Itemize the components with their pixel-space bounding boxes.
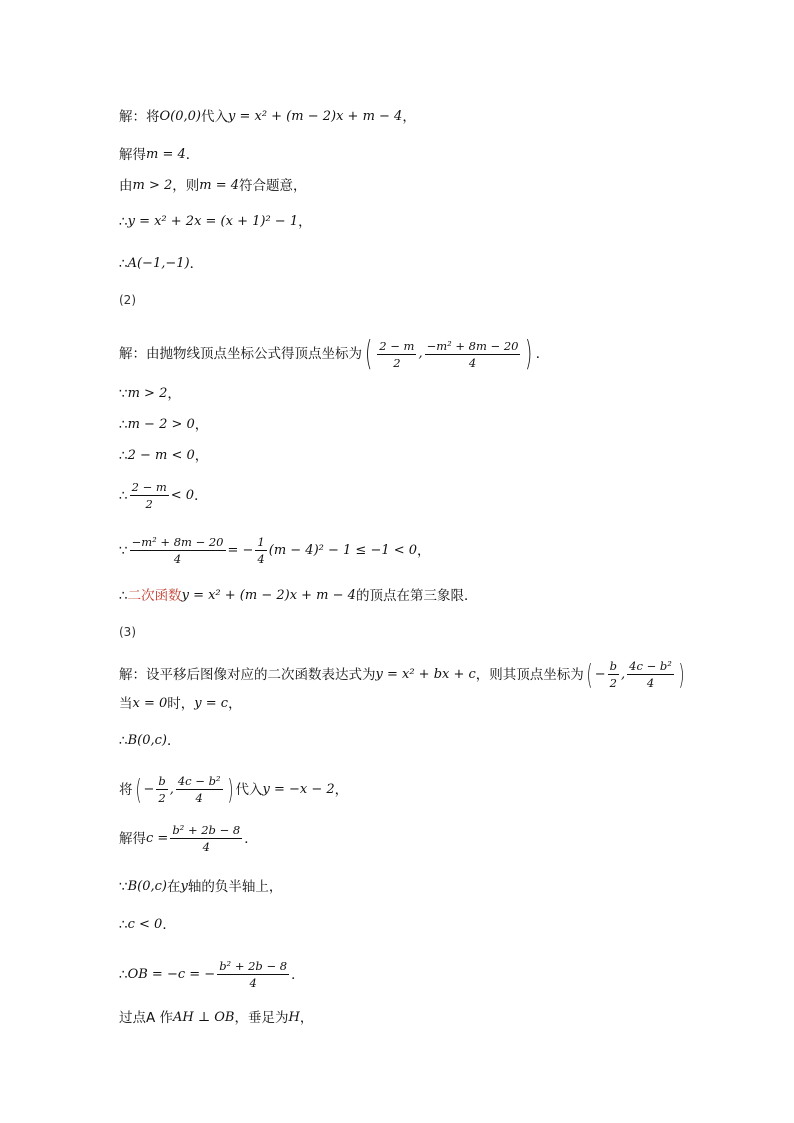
- math: y: [180, 879, 188, 894]
- therefore-symbol: ∴: [119, 966, 128, 983]
- text: ，: [402, 109, 416, 125]
- p2-line-2: [119, 384, 181, 404]
- part3-label: [119, 622, 136, 642]
- right-paren: ): [525, 334, 533, 374]
- numerator: 1: [257, 535, 265, 549]
- math: y = c: [194, 696, 229, 711]
- denominator: 4: [195, 791, 203, 805]
- math: = −: [227, 542, 254, 558]
- therefore-symbol: ∴: [119, 448, 128, 464]
- section-label: (3): [119, 625, 136, 639]
- left-paren: (: [586, 657, 593, 691]
- text: 将: [119, 781, 133, 798]
- numerator: b: [158, 774, 166, 788]
- math: A(−1,−1): [127, 256, 190, 271]
- denominator: 4: [646, 676, 655, 690]
- p1-line-1: [119, 107, 416, 127]
- numerator: −m² + 8m − 20: [131, 535, 224, 549]
- minus-sign: −: [143, 781, 155, 797]
- fraction: [425, 339, 521, 370]
- therefore-symbol: ∴: [119, 214, 128, 230]
- fraction: [217, 959, 289, 990]
- math: c < 0: [127, 917, 163, 932]
- p3-line-3: [119, 731, 180, 751]
- text: ．: [535, 346, 550, 362]
- denominator: 4: [249, 976, 257, 990]
- fraction: [255, 535, 266, 566]
- text: ，垂足为: [234, 1010, 289, 1026]
- numerator: b² + 2b − 8: [219, 959, 288, 973]
- text: 代入: [200, 109, 228, 125]
- text: ，: [299, 1010, 314, 1026]
- p1-line-4: [119, 212, 312, 232]
- p1-line-3: [119, 176, 307, 196]
- minus-sign: −: [594, 666, 606, 682]
- text: ，: [194, 448, 209, 464]
- text: ．: [291, 966, 305, 983]
- right-paren: ): [227, 772, 234, 806]
- text: ．: [162, 917, 176, 933]
- text: 符合题意，: [239, 178, 307, 194]
- math: y = x² + (m − 2)x + m − 4: [181, 588, 356, 603]
- math: AH ⊥ OB: [173, 1010, 235, 1025]
- denominator: 2: [145, 497, 153, 511]
- fraction: [627, 659, 674, 690]
- denominator: 4: [173, 552, 182, 566]
- left-paren: (: [134, 772, 141, 806]
- because-symbol: ∵: [119, 386, 128, 402]
- p2-line-3: [119, 415, 208, 435]
- text: ．: [185, 147, 200, 163]
- fraction: [170, 823, 242, 854]
- math: O(0,0): [159, 109, 201, 124]
- p3-line-7: [119, 915, 176, 935]
- numerator: −m² + 8m − 20: [426, 338, 519, 353]
- text: ．: [189, 256, 204, 272]
- numerator: 2 − m: [131, 480, 167, 494]
- text: 由: [119, 178, 133, 194]
- text: 时，: [167, 696, 195, 712]
- denominator: 4: [257, 552, 265, 566]
- p3-line-2: [119, 694, 242, 714]
- denominator: 4: [202, 840, 210, 854]
- therefore-symbol: ∴: [119, 256, 128, 272]
- denominator: 2: [393, 355, 401, 370]
- p2-line-6: [119, 535, 431, 566]
- math: c =: [146, 830, 169, 846]
- fraction: [176, 774, 223, 805]
- text: ，: [417, 542, 431, 559]
- math: (m − 4)² − 1 ≤ −1 < 0: [268, 542, 418, 558]
- right-paren: ): [678, 657, 685, 691]
- fraction: [608, 659, 619, 690]
- p3-line-6: [119, 877, 282, 897]
- numerator: b² + 2b − 8: [172, 823, 241, 837]
- therefore-symbol: ∴: [119, 487, 128, 504]
- therefore-symbol: ∴: [119, 417, 128, 433]
- denominator: 2: [158, 791, 166, 805]
- p3-line-5: [119, 823, 258, 854]
- p2-line-4: [119, 446, 208, 466]
- math: m = 4: [146, 147, 186, 162]
- therefore-symbol: ∴: [119, 733, 128, 749]
- math: y = x² + 2x = (x + 1)² − 1: [127, 214, 299, 229]
- comma: ,: [169, 781, 174, 797]
- text: 解得: [119, 830, 146, 847]
- p1-line-5: [119, 254, 203, 274]
- text: ．: [244, 830, 258, 847]
- section-label: (2): [119, 293, 136, 307]
- text: ，: [334, 781, 349, 798]
- p3-line-9: [119, 1008, 313, 1028]
- numerator: 2 − m: [379, 338, 415, 353]
- fraction: [130, 480, 169, 511]
- math: m > 2: [127, 386, 168, 401]
- text: 代入: [235, 781, 263, 798]
- part2-label: [119, 290, 136, 310]
- math: m > 2: [132, 178, 173, 193]
- text: 解得: [119, 147, 146, 163]
- text: ，: [194, 417, 209, 433]
- p2-line-1: [119, 334, 550, 374]
- math: 2 − m < 0: [127, 448, 195, 463]
- text: 的顶点在第三象限．: [355, 588, 478, 604]
- numerator: 4c − b²: [177, 774, 221, 788]
- text: 当: [119, 696, 133, 712]
- fraction: [130, 535, 226, 566]
- because-symbol: ∵: [119, 879, 128, 895]
- p3-line-4: [119, 774, 348, 805]
- p2-line-5: [119, 480, 208, 511]
- text: 解：将: [119, 109, 160, 125]
- therefore-symbol: ∴: [119, 588, 128, 604]
- math: y = −x − 2: [262, 781, 335, 797]
- text: ．: [194, 487, 208, 504]
- p2-line-7: [119, 586, 477, 606]
- denominator: 2: [609, 676, 617, 690]
- math: B(0,c): [127, 733, 167, 748]
- therefore-symbol: ∴: [119, 917, 128, 933]
- text: ，则: [172, 178, 200, 194]
- comma: ,: [418, 346, 423, 361]
- text: 解：由抛物线顶点坐标公式得顶点坐标为: [119, 346, 362, 362]
- math: OB = −c = −: [127, 966, 216, 982]
- text: 过点A 作: [119, 1010, 174, 1026]
- math: m = 4: [199, 178, 240, 193]
- math: m − 2 > 0: [127, 417, 195, 432]
- math: y = x² + bx + c: [375, 666, 476, 682]
- text: 解：设平移后图像对应的二次函数表达式为: [119, 666, 376, 683]
- denominator: 4: [468, 355, 477, 370]
- text: 轴的负半轴上，: [187, 879, 283, 895]
- fraction: [377, 339, 416, 370]
- numerator: b: [609, 659, 618, 673]
- math: y = x² + (m − 2)x + m − 4: [227, 109, 403, 124]
- p3-line-1: [119, 659, 687, 690]
- math: < 0: [170, 487, 195, 503]
- numerator: 4c − b²: [629, 659, 672, 673]
- fraction: [156, 774, 167, 805]
- left-paren: (: [364, 334, 373, 374]
- math: H: [288, 1010, 300, 1025]
- text: ，: [167, 386, 181, 402]
- comma: ,: [621, 666, 626, 682]
- text: ，: [298, 214, 312, 230]
- p1-line-2: [119, 145, 199, 165]
- highlighted-term: 二次函数: [127, 588, 182, 604]
- text: ．: [166, 733, 181, 749]
- text: 在: [166, 879, 181, 895]
- text: ，: [228, 696, 242, 712]
- math: x = 0: [132, 696, 168, 711]
- p3-line-8: [119, 959, 305, 990]
- because-symbol: ∵: [119, 542, 128, 559]
- math: B(0,c): [127, 879, 167, 894]
- text: ，则其顶点坐标为: [475, 666, 584, 683]
